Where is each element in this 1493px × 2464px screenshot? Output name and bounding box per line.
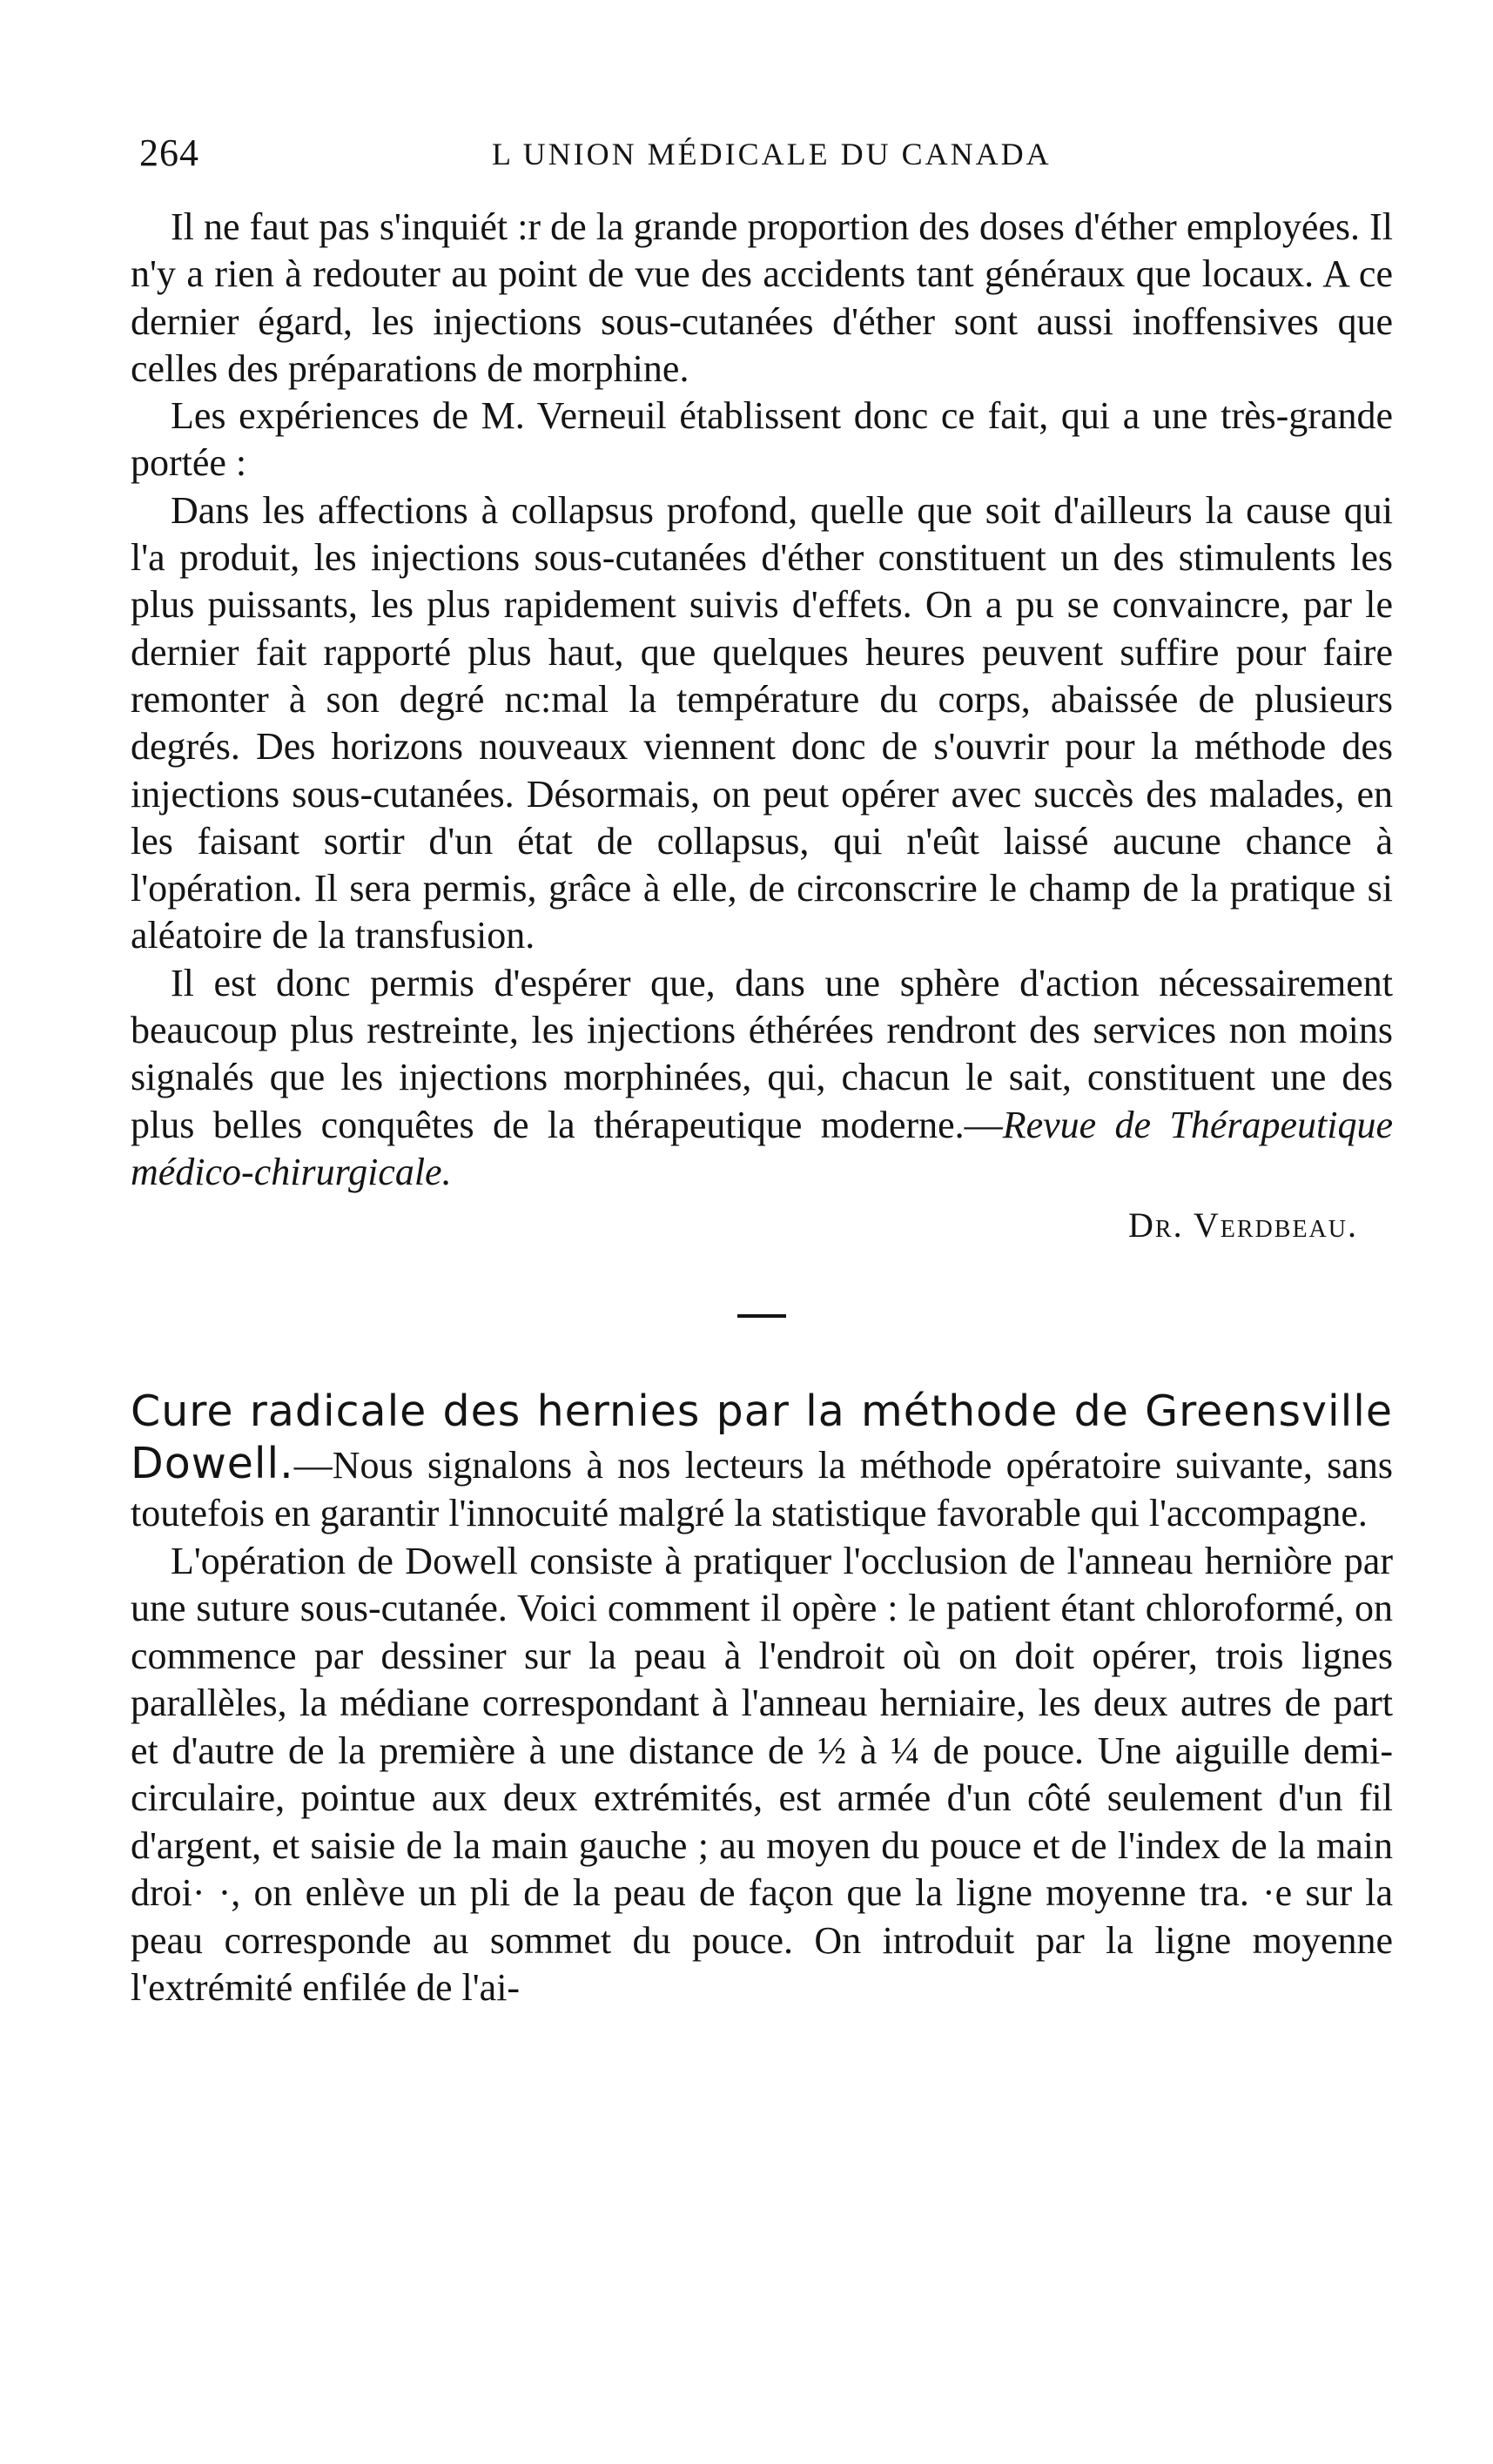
author-signature: Dr. Verdbeau. [1128, 1205, 1358, 1245]
source-citation: Revue de Thérapeutique médico-chirurgicale. [131, 1103, 1394, 1193]
paragraph-with-source [131, 960, 1393, 1196]
article-title: Cure radicale des hernies par la méthode de Greensville Dowell. [131, 1386, 1393, 1489]
paragraph: Dans les affections à collapsus profond, quelle que soit d'ailleurs la cause qui l'a produit, les injections sous-cutanées d'éther constituent un des stimulents les plus puissants, les plus rapidement suivis d'effets. On a pu se convaincre, par le dernier fait rapporté plus haut, que quelques heures peuvent suffire pour faire remonter à son degré nc:mal la température du corps, abaissée de plusieurs degrés. Des horizons nouveaux viennent donc de s'ouvrir pour la méthode des injections sous-cutanées. Désormais, on peut opérer avec succès des malades, en les faisant sortir d'un état de collapsus, qui n'eût laissé aucune chance à l'opération. Il sera permis, grâce à elle, de circonscrire le champ de la pratique si aléatoire de la transfusion. [131, 488, 1393, 957]
journal-title: L UNION MÉDICALE DU CANADA [492, 137, 1052, 171]
paragraph: Les expériences de M. Verneuil établissent donc ce fait, qui a une très-grande portée : [131, 394, 1393, 485]
article-continuation [131, 204, 1393, 1196]
new-article [131, 1386, 1393, 2012]
page-number: 264 [139, 131, 199, 174]
paragraph: Il ne faut pas s'inquiét :r de la grande proportion des doses d'éther employées. Il n'y a rien à redouter au point de vue des accidents tant généraux que locaux. A ce dernier égard, les injections sous-cutanées d'éther sont aussi inoffensives que celles des préparations de morphine. [131, 205, 1393, 390]
page [131, 131, 1393, 2012]
section-divider [737, 1314, 786, 1318]
article-intro: —Nous signalons à nos lecteurs la méthode opératoire suivante, sans toutefois en garantir l'innocuité malgré la statistique favorable qui l'accompagne. [131, 1444, 1393, 1535]
paragraph-text: Il est donc permis d'espérer que, dans une sphère d'action nécessairement beaucoup plus restreinte, les injections éthérées rendront des services non moins signalés que les injections morphinées, qui, chacun le sait, constituent une des plus belles conquêtes de la thérapeutique moderne.— [131, 961, 1393, 1146]
article-lead [131, 1386, 1393, 1538]
paragraph: L'opération de Dowell consiste à pratiquer l'occlusion de l'anneau herniòre par une suture sous-cutanée. Voici comment il opère : le patient étant chloroformé, on commence par dessiner sur la peau à l'endroit où on doit opérer, trois lignes parallèles, la médiane correspondant à l'anneau herniaire, les deux autres de part et d'autre de la première à une distance de ½ à ¼ de pouce. Une aiguille demi-circulaire, pointue aux deux extrémités, est armée d'un côté seulement d'un fil d'argent, et saisie de la main gauche ; au moyen du pouce et de l'index de la main droi· ·, on enlève un pli de la peau de façon que la ligne moyenne tra. ·e sur la peau corresponde au sommet du pouce. On introduit par la ligne moyenne l'extrémité enfilée de l'ai- [131, 1539, 1393, 2010]
running-head [131, 131, 1393, 183]
